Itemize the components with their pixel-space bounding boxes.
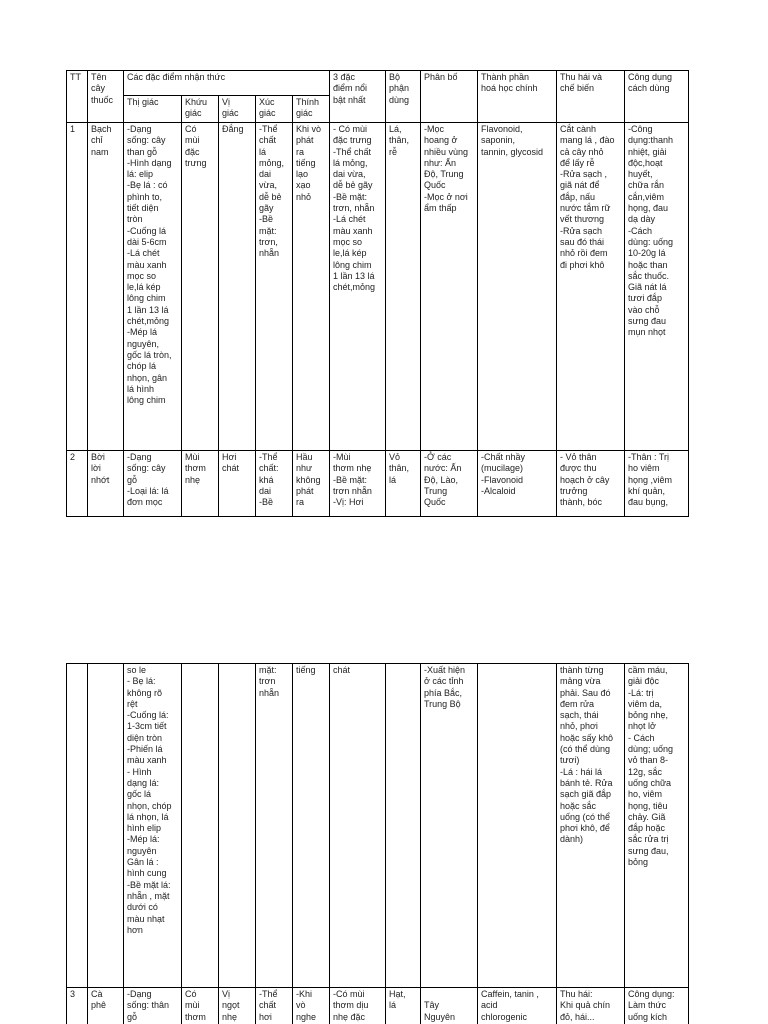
header-smell: Khứu giác xyxy=(182,96,219,123)
header-plant-name: Tên cây thuốc xyxy=(88,71,124,123)
header-composition: Thành phần hoá học chính xyxy=(478,71,557,123)
cell-composition: Caffein, tanin , acid chlorogenic xyxy=(478,988,557,1024)
header-part-used: Bộ phận dùng xyxy=(386,71,421,123)
cell-usage: cầm máu, giải độc -Lá: trị viêm da, bỏng nhẹ, nhọt lở - Cách dùng; uống vỏ than 8- 12g, sắc uống chữa ho, viêm họng, tiêu chảy. Giã đắp hoặc sắc rửa trị sưng đau, bỏng xyxy=(625,664,689,988)
herbal-plants-table-continued xyxy=(66,663,689,1024)
cell-plant-name: Bạch chỉ nam xyxy=(88,123,124,451)
header-harvest: Thu hái và chế biến xyxy=(557,71,625,123)
cell-touch: -Thể chất hơi xyxy=(256,988,293,1024)
cell-taste xyxy=(219,664,256,988)
cell-part-used: Lá, thân, rễ xyxy=(386,123,421,451)
cell-tt xyxy=(67,664,88,988)
cell-harvest: Cắt cành mang lá , đào cả cây nhỏ để lấy rễ -Rửa sạch , giã nát để đắp, nấu nước tắm rữ vết thương -Rửa sạch sau đó thái nhỏ rồi đem đi phơi khô xyxy=(557,123,625,451)
cell-hearing: tiếng xyxy=(293,664,330,988)
cell-tt: 2 xyxy=(67,451,88,517)
cell-composition xyxy=(478,664,557,988)
cell-sight: -Dạng sống: cây than gỗ -Hình dạng lá: elip -Bẹ lá : có phình to, tiết diện tròn -Cuống lá dài 5-6cm -Lá chét màu xanh mọc so le,lá kép lông chim 1 lần 13 lá chét,mỏng -Mép lá nguyên, gốc lá tròn, chóp lá nhọn, gân lá hình lông chim xyxy=(124,123,182,451)
header-distribution: Phân bố xyxy=(421,71,478,123)
cell-taste: Đắng xyxy=(219,123,256,451)
cell-harvest: Thu hái: Khi quả chín đỏ, hái... xyxy=(557,988,625,1024)
cell-usage: -Thân : Trị ho viêm họng ,viêm khí quản, đau bụng, xyxy=(625,451,689,517)
cell-usage: Công dụng: Làm thức uống kích xyxy=(625,988,689,1024)
table-row xyxy=(67,664,689,988)
cell-smell: Mùi thơm nhẹ xyxy=(182,451,219,517)
document-page-2 xyxy=(0,660,768,1024)
table-row xyxy=(67,123,689,451)
header-touch: Xúc giác xyxy=(256,96,293,123)
cell-smell: Có mùi đặc trưng xyxy=(182,123,219,451)
cell-part-used xyxy=(386,664,421,988)
cell-harvest: thành từng mảng vừa phải. Sau đó đem rửa sạch, thái nhỏ, phơi hoặc sấy khô (có thể dùng tươi) -Lá : hái lá bánh tẻ. Rửa sạch giã đắp hoặc sắc uống (có thể phơi khô, để dành) xyxy=(557,664,625,988)
cell-part-used: Hạt, lá xyxy=(386,988,421,1024)
cell-touch: -Thể chất: khá dai -Bề xyxy=(256,451,293,517)
cell-harvest: - Vỏ thân được thu hoạch ở cây trưởng thành, bóc xyxy=(557,451,625,517)
cell-three-features: - Có mùi đặc trưng -Thể chất lá mỏng, dai vừa, dễ bẻ gãy -Bề mặt: trơn, nhẵn -Lá chét màu xanh mọc so le,lá kép lông chim 1 lần 13 lá chét,mỏng xyxy=(330,123,386,451)
header-taste: Vị giác xyxy=(219,96,256,123)
cell-three-features: -Mùi thơm nhẹ -Bề mặt: trơn nhẵn -Vị: Hơi xyxy=(330,451,386,517)
header-usage: Công dụng cách dùng xyxy=(625,71,689,123)
cell-distribution: -Mọc hoang ở nhiều vùng như: Ấn Độ, Trung Quốc -Mọc ở nơi ẩm thấp xyxy=(421,123,478,451)
cell-three-features: chát xyxy=(330,664,386,988)
cell-sight: -Dạng sống: thân gỗ xyxy=(124,988,182,1024)
cell-plant-name: Bời lời nhớt xyxy=(88,451,124,517)
cell-sight: so le - Bẹ lá: không rõ rệt -Cuống lá: 1-3cm tiết diện tròn -Phiến lá màu xanh - Hình dạng lá: gốc lá nhọn, chóp lá nhọn, lá hình elip -Mép lá: nguyên Gân lá : hình cung -Bề mặt lá: nhẵn , mặt dưới có màu nhạt hơn xyxy=(124,664,182,988)
cell-distribution: -Ở các nước: Ấn Độ, Lào, Trung Quốc xyxy=(421,451,478,517)
header-hearing: Thính giác xyxy=(293,96,330,123)
cell-tt: 3 xyxy=(67,988,88,1024)
cell-smell: Có mùi thơm xyxy=(182,988,219,1024)
table-row xyxy=(67,451,689,517)
cell-composition: -Chất nhầy (mucilage) -Flavonoid -Alcaloid xyxy=(478,451,557,517)
header-tt: TT xyxy=(67,71,88,123)
cell-smell xyxy=(182,664,219,988)
cell-taste: Hơi chát xyxy=(219,451,256,517)
cell-taste: Vị ngọt nhẹ xyxy=(219,988,256,1024)
cell-part-used: Vỏ thân, lá xyxy=(386,451,421,517)
cell-plant-name xyxy=(88,664,124,988)
cell-tt: 1 xyxy=(67,123,88,451)
header-perception: Các đặc điểm nhận thức xyxy=(124,71,330,96)
cell-touch: mặt: trơn nhẵn xyxy=(256,664,293,988)
herbal-plants-table xyxy=(66,70,689,517)
table-row xyxy=(67,988,689,1024)
cell-touch: -Thể chất lá mỏng, dai vừa, dễ bẻ gãy -Bề mặt: trơn, nhẵn xyxy=(256,123,293,451)
cell-hearing: Khi vò phát ra tiếng lạo xạo nhỏ xyxy=(293,123,330,451)
cell-usage: -Công dụng:thanh nhiệt, giải độc,hoạt huyết, chữa rắn cắn,viêm họng, đau dạ dày -Cách dùng: uống 10-20g lá hoặc than sắc thuốc. Giã nát lá tươi đắp vào chỗ sưng đau mụn nhọt xyxy=(625,123,689,451)
header-three-features: 3 đặc điểm nổi bật nhất xyxy=(330,71,386,123)
cell-distribution: Tây Nguyên xyxy=(421,988,478,1024)
header-sight: Thị giác xyxy=(124,96,182,123)
cell-composition: Flavonoid, saponin, tannin, glycosid xyxy=(478,123,557,451)
cell-plant-name: Cà phê xyxy=(88,988,124,1024)
cell-distribution: -Xuất hiện ở các tỉnh phía Bắc, Trung Bộ xyxy=(421,664,478,988)
cell-hearing: Hầu như không phát ra xyxy=(293,451,330,517)
cell-sight: -Dạng sống: cây gỗ -Loại lá: lá đơn mọc xyxy=(124,451,182,517)
header-row-1 xyxy=(67,71,689,96)
cell-hearing: -Khi vò nghe xyxy=(293,988,330,1024)
cell-three-features: -Có mùi thơm dịu nhẹ đặc xyxy=(330,988,386,1024)
